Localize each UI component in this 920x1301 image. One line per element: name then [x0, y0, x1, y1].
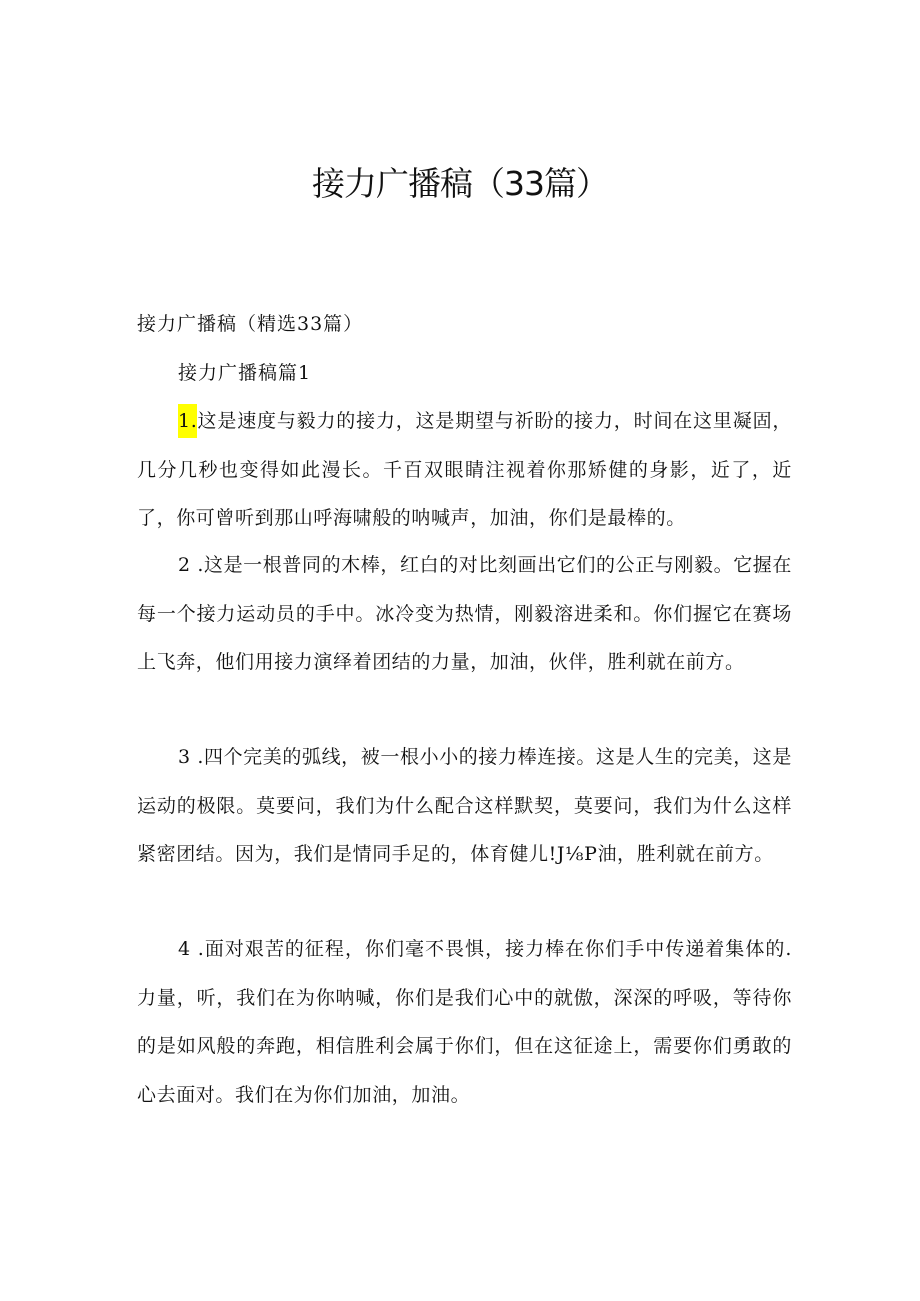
- section-heading: 接力广播稿篇1: [178, 362, 312, 384]
- paragraph-text: 这是速度与毅力的接力，这是期望与祈盼的接力，时间在这里凝固，几分几秒也变得如此漫长。千百双眼睛注视着你那矫健的身影，近了，近了，你可曾听到那山呼海啸般的呐喊声，加油，你们是最棒的。: [137, 410, 792, 529]
- document-subtitle: 接力广播稿（精选33篇）: [137, 313, 364, 335]
- paragraph-3: [137, 733, 792, 879]
- paragraph-number: 4: [178, 938, 191, 960]
- document-title: 接力广播稿（33篇）: [312, 164, 608, 203]
- paragraph-1: [137, 397, 792, 543]
- paragraph-number: 3: [178, 746, 191, 768]
- paragraph-4: [137, 925, 792, 1119]
- highlighted-number: 1.: [178, 404, 197, 438]
- paragraph-2: [137, 541, 792, 687]
- paragraph-text: .面对艰苦的征程，你们毫不畏惧，接力棒在你们手中传递着集体的.力量，听，我们在为你呐喊，你们是我们心中的就傲，深深的呼吸，等待你的是如风般的奔跑，相信胜利会属于你们，但在这征途上，需要你们勇敢的心去面对。我们在为你们加油，加油。: [137, 938, 792, 1106]
- paragraph-text: .这是一根普同的木棒，红白的对比刻画出它们的公正与刚毅。它握在每一个接力运动员的手中。冰冷变为热情，刚毅溶进柔和。你们握它在赛场上飞奔，他们用接力演绎着团结的力量，加油，伙伴，胜利就在前方。: [137, 554, 792, 673]
- paragraph-number: 2: [178, 554, 191, 576]
- paragraph-text: .四个完美的弧线，被一根小小的接力棒连接。这是人生的完美，这是运动的极限。莫要问，我们为什么配合这样默契，莫要问，我们为什么这样紧密团结。因为，我们是情同手足的，体育健儿!J⅛P油，胜利就在前方。: [137, 746, 792, 865]
